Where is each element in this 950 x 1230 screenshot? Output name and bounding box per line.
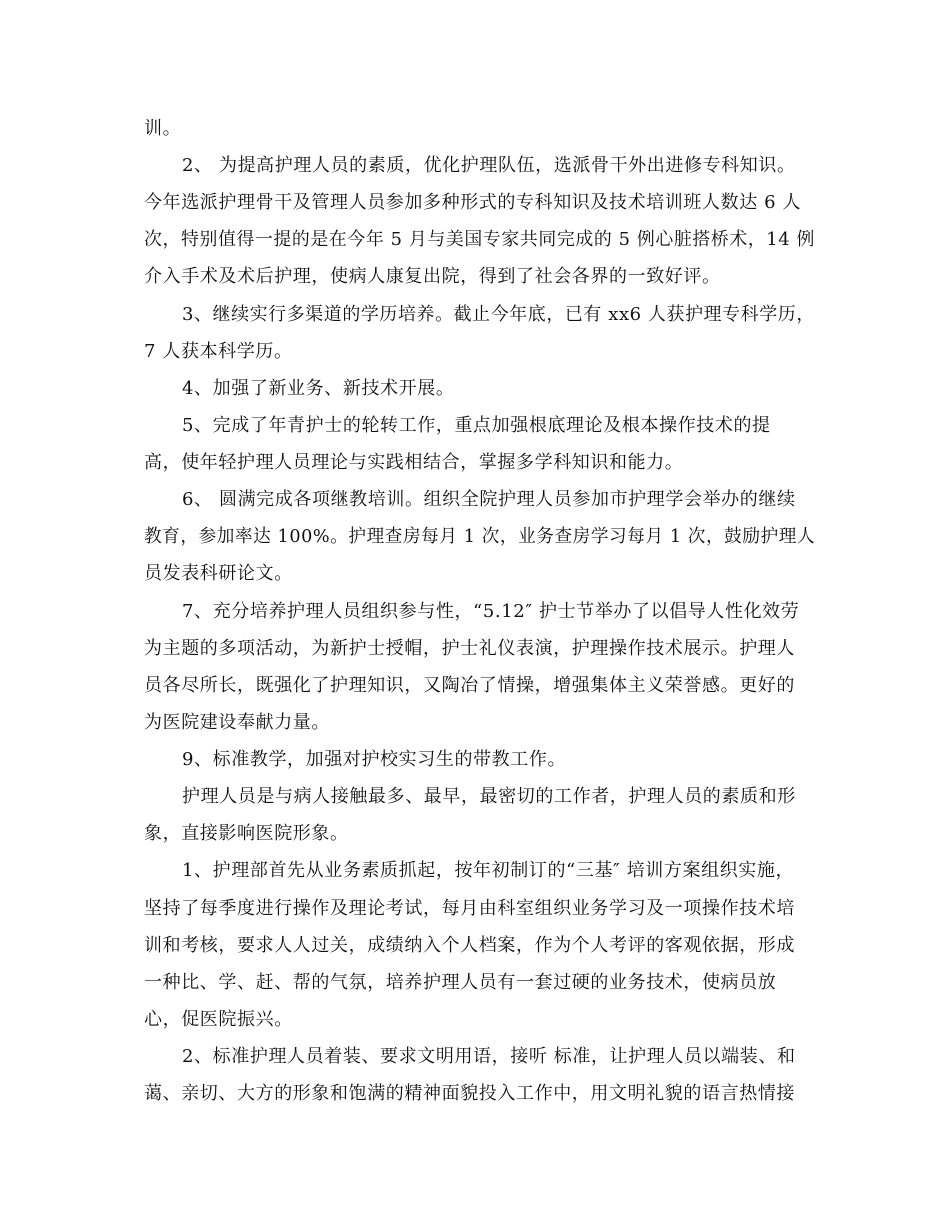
text-line: 训和考核，要求人人过关，成绩纳入个人档案，作为个人考评的客观依据，形成 bbox=[144, 935, 795, 956]
text-line: 5、完成了年青护士的轮转工作，重点加强根底理论及根本操作技术的提 bbox=[182, 415, 771, 436]
text-line: 一种比、学、赶、帮的气氛，培养护理人员有一套过硬的业务技术，使病员放 bbox=[144, 972, 777, 993]
text-line: 介入手术及术后护理，使病人康复出院，得到了社会各界的一致好评。 bbox=[144, 266, 721, 287]
text-line: 护理人员是与病人接触最多、最早，最密切的工作者，护理人员的素质和形 bbox=[182, 786, 796, 807]
text-line: 为主题的多项活动，为新护士授帽，护士礼仪表演，护理操作技术展示。护理人 bbox=[144, 638, 795, 659]
text-line: 今年选派护理骨干及管理人员参加多种形式的专科知识及技术培训班人数达 6 人 bbox=[144, 192, 802, 213]
text-line: 教育，参加率达 100%。护理查房每月 1 次，业务查房学习每月 1 次，鼓励护理人 bbox=[144, 526, 816, 547]
text-line: 2、标准护理人员着装、要求文明用语，接听 标准，让护理人员以端装、和 bbox=[182, 1046, 796, 1067]
text-line: 次，特别值得一提的是在今年 5 月与美国专家共同完成的 5 例心脏搭桥术，14 例 bbox=[144, 229, 816, 250]
text-line: 员发表科研论文。 bbox=[144, 563, 293, 584]
text-line: 员各尽所长，既强化了护理知识，又陶冶了情操，增强集体主义荣誉感。更好的 bbox=[144, 675, 795, 696]
text-line: 象，直接影响医院形象。 bbox=[144, 823, 349, 844]
text-line: 2、 为提高护理人员的素质，优化护理队伍，选派骨干外出进修专科知识。 bbox=[182, 155, 796, 176]
text-line: 坚持了每季度进行操作及理论考试，每月由科室组织业务学习及一项操作技术培 bbox=[144, 898, 795, 919]
text-line: 3、继续实行多渠道的学历培养。截止今年底，已有 xx6 人获护理专科学历， bbox=[182, 304, 815, 325]
text-line: 6、 圆满完成各项继教培训。组织全院护理人员参加市护理学会举办的继续 bbox=[182, 489, 796, 510]
text-line: 7、充分培养护理人员组织参与性，“5.12″ 护士节举办了以倡导人性化效劳 bbox=[182, 601, 800, 622]
text-line: 4、加强了新业务、新技术开展。 bbox=[182, 378, 455, 399]
text-line: 心，促医院振兴。 bbox=[144, 1009, 293, 1030]
text-line: 7 人获本科学历。 bbox=[144, 341, 293, 362]
text-line: 为医院建设奉献力量。 bbox=[144, 712, 330, 733]
text-line: 9、标准教学，加强对护校实习生的带教工作。 bbox=[182, 749, 567, 770]
text-line: 高，使年轻护理人员理论与实践相结合，掌握多学科知识和能力。 bbox=[144, 452, 684, 473]
text-line: 训。 bbox=[144, 118, 182, 139]
text-line: 1、护理部首先从业务素质抓起，按年初制订的“三基″ 培训方案组织实施， bbox=[182, 860, 795, 881]
text-line: 蔼、亲切、大方的形象和饱满的精神面貌投入工作中，用文明礼貌的语言热情接 bbox=[144, 1083, 795, 1104]
